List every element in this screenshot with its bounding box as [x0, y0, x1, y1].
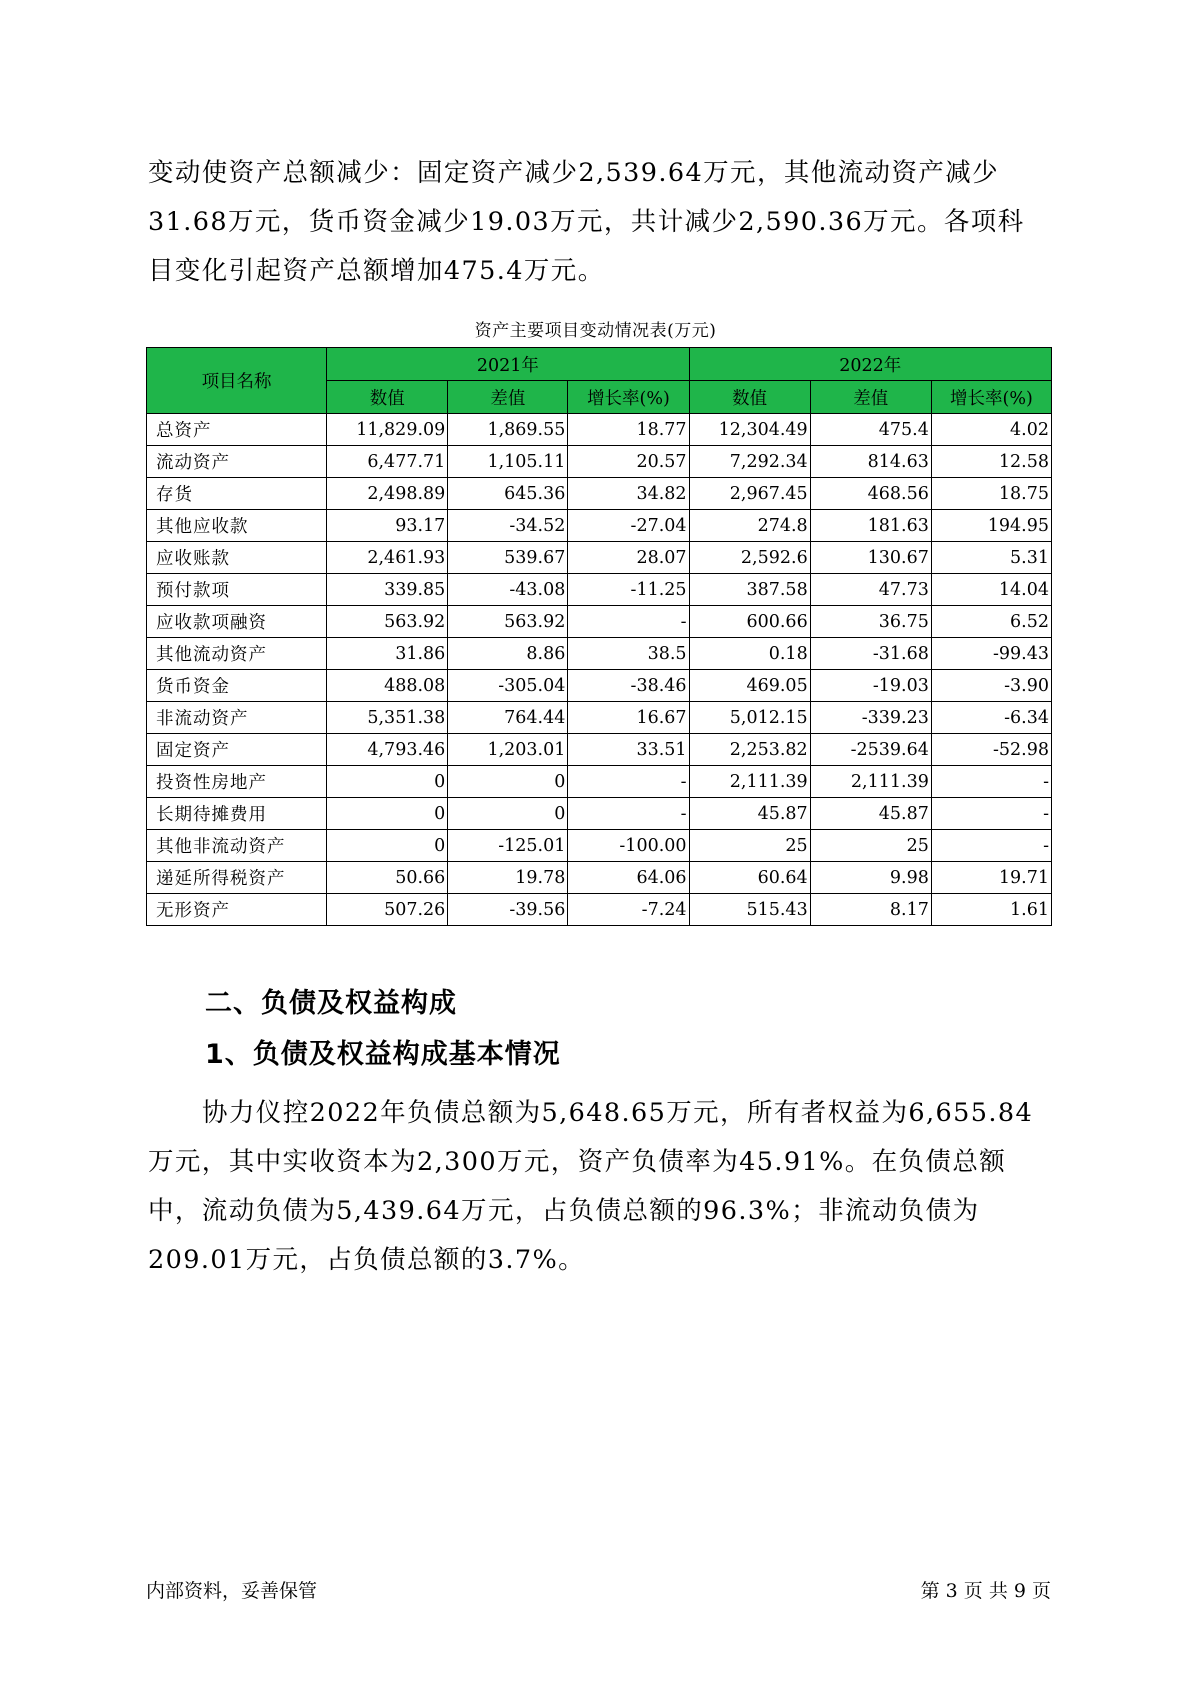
value-2021-cell: 0 [327, 766, 448, 798]
diff-2022-cell: 475.4 [810, 414, 931, 446]
value-2022-cell: 2,592.6 [689, 542, 810, 574]
growth-2022-cell: 12.58 [931, 446, 1051, 478]
row-name-cell: 非流动资产 [147, 702, 327, 734]
diff-2022-cell: -2539.64 [810, 734, 931, 766]
growth-2022-cell: 1.61 [931, 894, 1051, 926]
table-row [147, 862, 1052, 894]
diff-2022-cell: -31.68 [810, 638, 931, 670]
table-row [147, 670, 1052, 702]
diff-2022-cell: 9.98 [810, 862, 931, 894]
diff-2021-cell: -125.01 [448, 830, 568, 862]
diff-2021-cell: 0 [448, 798, 568, 830]
diff-2022-cell: 130.67 [810, 542, 931, 574]
value-2022-cell: 2,967.45 [689, 478, 810, 510]
growth-2022-cell: 6.52 [931, 606, 1051, 638]
row-name-cell: 总资产 [147, 414, 327, 446]
value-2021-cell: 11,829.09 [327, 414, 448, 446]
value-2022-cell: 5,012.15 [689, 702, 810, 734]
growth-2022-cell: -99.43 [931, 638, 1051, 670]
table-row [147, 574, 1052, 606]
table-body [147, 414, 1052, 926]
growth-2021-cell: 33.51 [568, 734, 689, 766]
growth-2021-cell: -7.24 [568, 894, 689, 926]
diff-2022-cell: 2,111.39 [810, 766, 931, 798]
row-name-cell: 固定资产 [147, 734, 327, 766]
diff-2022-cell: 25 [810, 830, 931, 862]
row-name-cell: 应收款项融资 [147, 606, 327, 638]
header-growth-2021: 增长率(%) [568, 381, 689, 414]
growth-2022-cell: 4.02 [931, 414, 1051, 446]
diff-2022-cell: -19.03 [810, 670, 931, 702]
footer-confidential-note: 内部资料，妥善保管 [146, 1580, 318, 1602]
value-2021-cell: 2,461.93 [327, 542, 448, 574]
value-2022-cell: 0.18 [689, 638, 810, 670]
diff-2022-cell: 181.63 [810, 510, 931, 542]
value-2022-cell: 60.64 [689, 862, 810, 894]
growth-2021-cell: - [568, 606, 689, 638]
value-2022-cell: 600.66 [689, 606, 810, 638]
growth-2021-cell: -100.00 [568, 830, 689, 862]
diff-2022-cell: -339.23 [810, 702, 931, 734]
growth-2021-cell: 16.67 [568, 702, 689, 734]
diff-2021-cell: 8.86 [448, 638, 568, 670]
value-2021-cell: 50.66 [327, 862, 448, 894]
diff-2022-cell: 36.75 [810, 606, 931, 638]
assets-change-table [146, 347, 1052, 926]
value-2021-cell: 31.86 [327, 638, 448, 670]
value-2021-cell: 507.26 [327, 894, 448, 926]
value-2021-cell: 93.17 [327, 510, 448, 542]
value-2022-cell: 45.87 [689, 798, 810, 830]
growth-2021-cell: -38.46 [568, 670, 689, 702]
value-2022-cell: 469.05 [689, 670, 810, 702]
table-row [147, 478, 1052, 510]
table-row [147, 766, 1052, 798]
diff-2021-cell: 563.92 [448, 606, 568, 638]
growth-2022-cell: - [931, 830, 1051, 862]
body-paragraph [148, 1089, 1048, 1285]
value-2022-cell: 25 [689, 830, 810, 862]
growth-2022-cell: 14.04 [931, 574, 1051, 606]
diff-2021-cell: 19.78 [448, 862, 568, 894]
growth-2021-cell: 38.5 [568, 638, 689, 670]
value-2021-cell: 488.08 [327, 670, 448, 702]
row-name-cell: 应收账款 [147, 542, 327, 574]
diff-2021-cell: 0 [448, 766, 568, 798]
value-2022-cell: 515.43 [689, 894, 810, 926]
header-item-name: 项目名称 [147, 348, 327, 414]
diff-2022-cell: 468.56 [810, 478, 931, 510]
value-2021-cell: 4,793.46 [327, 734, 448, 766]
diff-2022-cell: 47.73 [810, 574, 931, 606]
header-value-2021: 数值 [327, 381, 448, 414]
table-row [147, 446, 1052, 478]
table-row [147, 414, 1052, 446]
diff-2022-cell: 814.63 [810, 446, 931, 478]
growth-2022-cell: -52.98 [931, 734, 1051, 766]
value-2021-cell: 0 [327, 798, 448, 830]
table-row [147, 606, 1052, 638]
table-row [147, 510, 1052, 542]
diff-2021-cell: -39.56 [448, 894, 568, 926]
value-2022-cell: 387.58 [689, 574, 810, 606]
table-row [147, 798, 1052, 830]
growth-2021-cell: 18.77 [568, 414, 689, 446]
diff-2021-cell: 1,105.11 [448, 446, 568, 478]
subsection-heading: 1、负债及权益构成基本情况 [205, 1039, 561, 1070]
table-row [147, 638, 1052, 670]
growth-2022-cell: - [931, 798, 1051, 830]
growth-2021-cell: 28.07 [568, 542, 689, 574]
table-row [147, 702, 1052, 734]
growth-2021-cell: 20.57 [568, 446, 689, 478]
table-row [147, 830, 1052, 862]
table-row [147, 894, 1052, 926]
intro-paragraph: 变动使资产总额减少：固定资产减少2,539.64万元，其他流动资产减少31.68万元，货币资金减少19.03万元，共计减少2,590.36万元。各项科目变化引起资产总额增加475.4万元。 [148, 158, 1025, 286]
value-2022-cell: 12,304.49 [689, 414, 810, 446]
growth-2021-cell: -27.04 [568, 510, 689, 542]
header-diff-2021: 差值 [448, 381, 568, 414]
value-2021-cell: 6,477.71 [327, 446, 448, 478]
growth-2021-cell: 64.06 [568, 862, 689, 894]
growth-2022-cell: -3.90 [931, 670, 1051, 702]
header-value-2022: 数值 [689, 381, 810, 414]
diff-2022-cell: 45.87 [810, 798, 931, 830]
value-2021-cell: 2,498.89 [327, 478, 448, 510]
header-growth-2022: 增长率(%) [931, 381, 1051, 414]
row-name-cell: 货币资金 [147, 670, 327, 702]
diff-2021-cell: -34.52 [448, 510, 568, 542]
value-2022-cell: 274.8 [689, 510, 810, 542]
table-row [147, 734, 1052, 766]
growth-2022-cell: 18.75 [931, 478, 1051, 510]
body-paragraph-text: 协力仪控2022年负债总额为5,648.65万元，所有者权益为6,655.84万元，其中实收资本为2,300万元，资产负债率为45.91%。在负债总额中，流动负债为5,439.64万元，占负债总额的96.3%；非流动负债为209.01万元，占负债总额的3.7%。 [148, 1098, 1034, 1275]
diff-2021-cell: 539.67 [448, 542, 568, 574]
growth-2022-cell: 194.95 [931, 510, 1051, 542]
growth-2021-cell: -11.25 [568, 574, 689, 606]
value-2022-cell: 2,253.82 [689, 734, 810, 766]
row-name-cell: 递延所得税资产 [147, 862, 327, 894]
row-name-cell: 长期待摊费用 [147, 798, 327, 830]
header-year-2021: 2021年 [327, 348, 689, 381]
table-title: 资产主要项目变动情况表(万元) [474, 321, 717, 341]
row-name-cell: 其他应收款 [147, 510, 327, 542]
value-2021-cell: 563.92 [327, 606, 448, 638]
growth-2021-cell: - [568, 798, 689, 830]
growth-2022-cell: -6.34 [931, 702, 1051, 734]
value-2021-cell: 0 [327, 830, 448, 862]
header-year-2022: 2022年 [689, 348, 1051, 381]
diff-2022-cell: 8.17 [810, 894, 931, 926]
growth-2022-cell: 5.31 [931, 542, 1051, 574]
growth-2021-cell: - [568, 766, 689, 798]
row-name-cell: 无形资产 [147, 894, 327, 926]
row-name-cell: 存货 [147, 478, 327, 510]
growth-2021-cell: 34.82 [568, 478, 689, 510]
diff-2021-cell: 764.44 [448, 702, 568, 734]
diff-2021-cell: -305.04 [448, 670, 568, 702]
footer-page-number: 第 3 页 共 9 页 [920, 1580, 1051, 1602]
table-row [147, 542, 1052, 574]
row-name-cell: 其他非流动资产 [147, 830, 327, 862]
value-2022-cell: 2,111.39 [689, 766, 810, 798]
value-2021-cell: 5,351.38 [327, 702, 448, 734]
section-heading: 二、负债及权益构成 [205, 988, 457, 1019]
row-name-cell: 投资性房地产 [147, 766, 327, 798]
header-diff-2022: 差值 [810, 381, 931, 414]
row-name-cell: 其他流动资产 [147, 638, 327, 670]
row-name-cell: 预付款项 [147, 574, 327, 606]
growth-2022-cell: - [931, 766, 1051, 798]
growth-2022-cell: 19.71 [931, 862, 1051, 894]
diff-2021-cell: 645.36 [448, 478, 568, 510]
diff-2021-cell: -43.08 [448, 574, 568, 606]
diff-2021-cell: 1,203.01 [448, 734, 568, 766]
value-2022-cell: 7,292.34 [689, 446, 810, 478]
row-name-cell: 流动资产 [147, 446, 327, 478]
diff-2021-cell: 1,869.55 [448, 414, 568, 446]
value-2021-cell: 339.85 [327, 574, 448, 606]
